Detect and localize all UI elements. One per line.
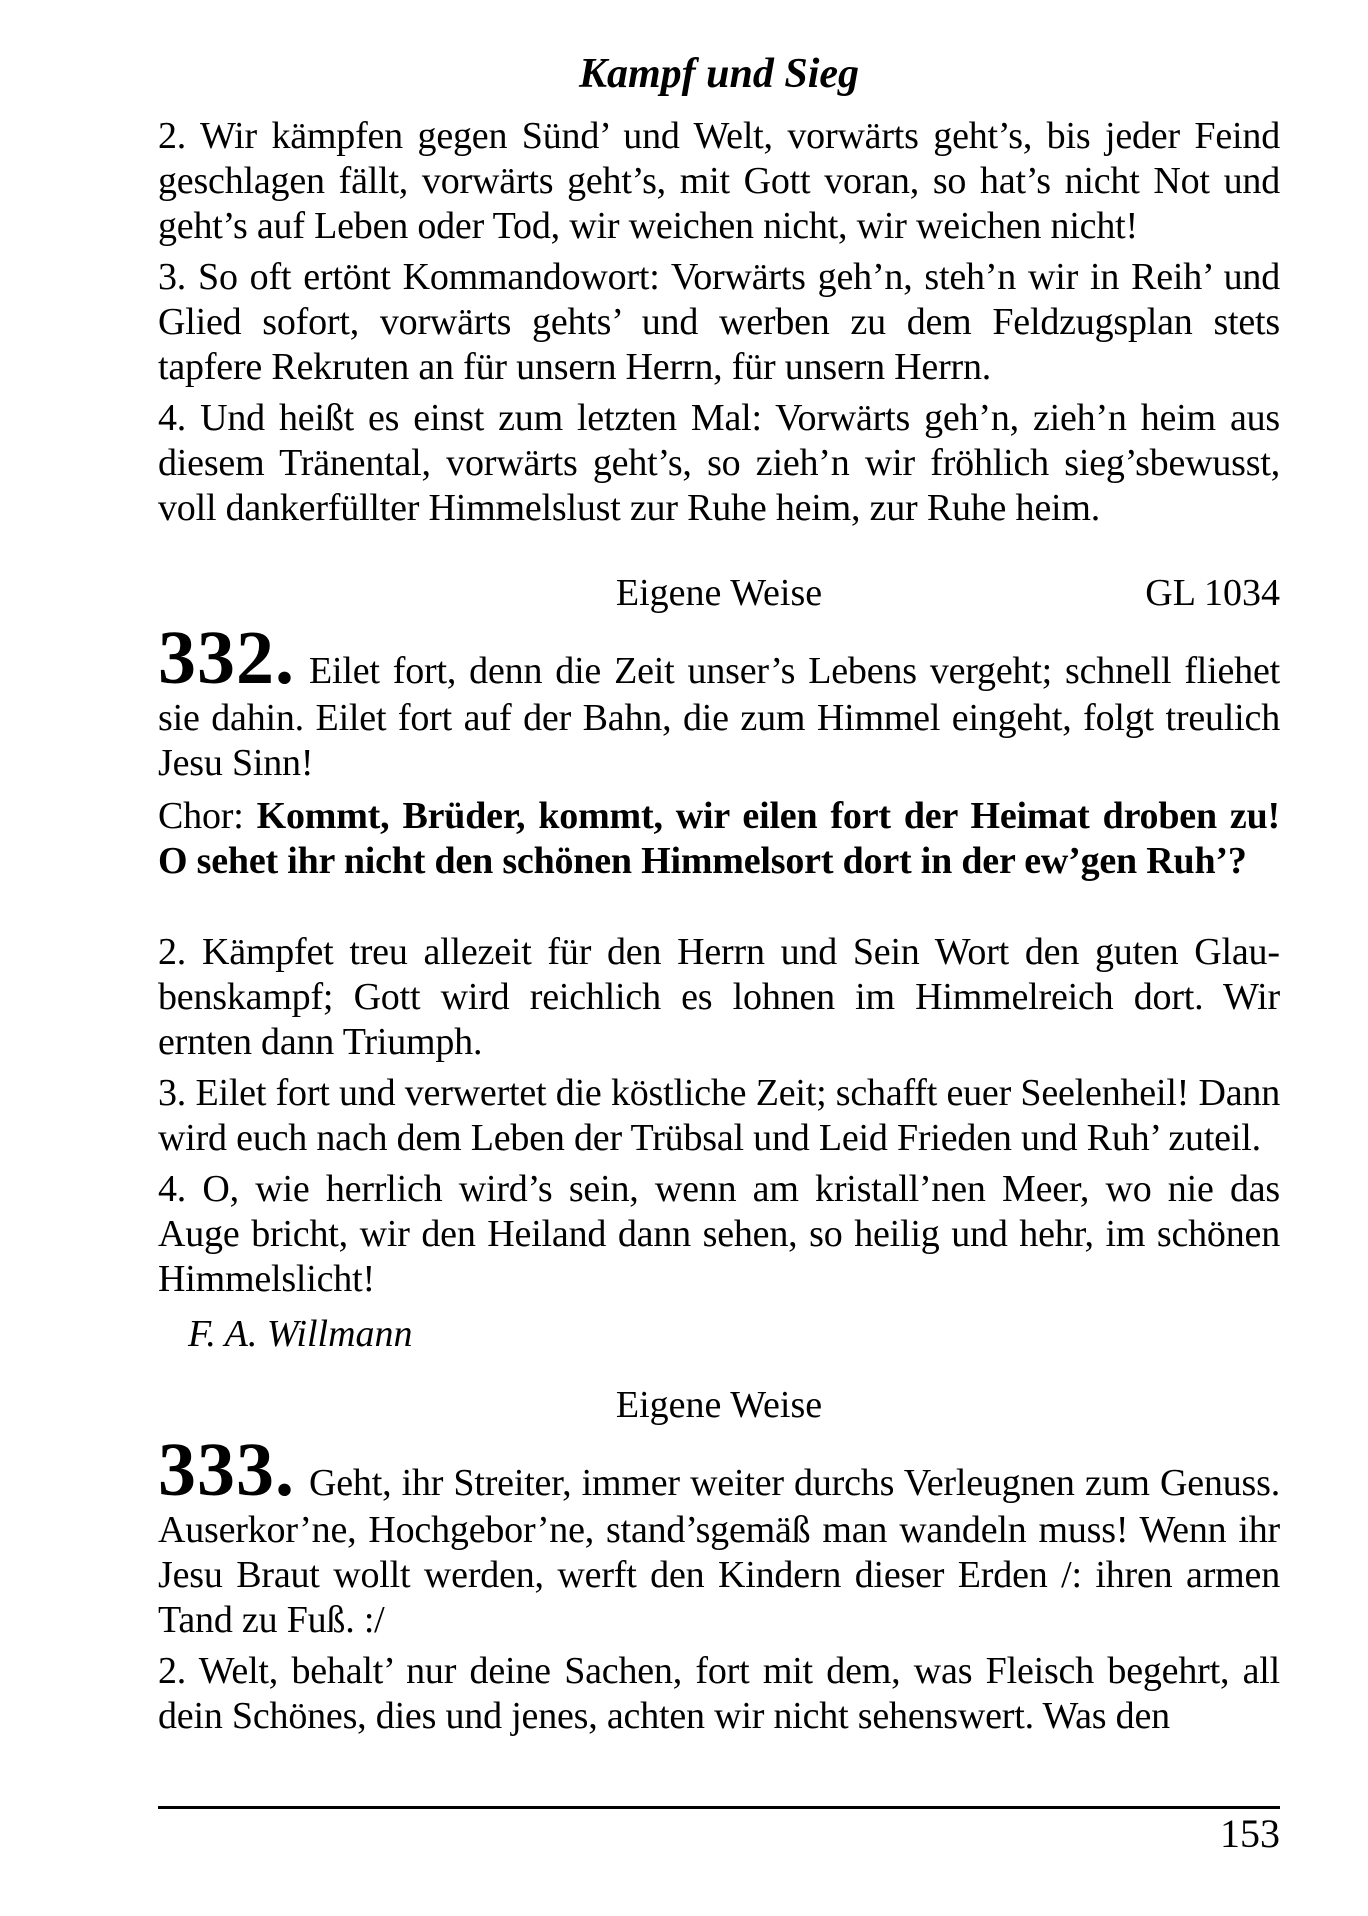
catalog-ref: GL 1034 [1145,572,1280,614]
first-verse-text: Eilet fort, denn die Zeit unser’s Lebens vergeht; schnell fliehet sie dahin. Eilet fort auf der Bahn, die zum Himmel eingeht, folgt treulich Jesu Sinn! [158,650,1280,784]
song-number: 333. [158,1428,295,1512]
page-content [158,0,1280,1739]
song-number: 332. [158,616,295,700]
song-first-verse [158,1428,1280,1643]
chorus-text: Kommt, Brüder, kommt, wir eilen fort der Heimat droben zu! O sehet ihr nicht den schönen Himmelsort dort in der ew’gen Ruh’? [158,795,1280,882]
verse-paragraph: 3. Eilet fort und verwertet die köstliche Zeit; schafft euer Seelenheil! Dann wird euch nach dem Leben der Trübsal und Leid Frieden und Ruh’ zuteil. [158,1072,1280,1159]
section-header: Kampf und Sieg [578,51,860,97]
footer-rule [158,1806,1280,1857]
verse-paragraph: 4. O, wie herrlich wird’s sein, wenn am kristall’nen Meer, wo nie das Auge bricht, wir den Heiland dann sehen, so heilig und hehr, im schönen Himmelslicht! [158,1168,1280,1300]
chorus-paragraph [158,794,1280,884]
tune-name: Eigene Weise [615,572,823,614]
song-first-verse [158,616,1280,786]
verse-paragraph: 3. So oft ertönt Kommandowort: Vorwärts geh’n, steh’n wir in Reih’ und Glied sofort, vorwärts gehts’ und werben zu dem Feldzugsplan stets tapfere Rekruten an für unsern Herrn, für unsern Herrn. [158,256,1280,388]
author-credit: F. A. Willmann [188,1313,413,1355]
verse-paragraph: 2. Kämpfet treu allezeit für den Herrn und Sein Wort den guten Glaubenskampf; Gott wird reichlich es lohnen im Himmelreich dort. Wir ernten dann Triumph. [158,931,1280,1063]
first-verse-text: Geht, ihr Streiter, immer weiter durchs Verleugnen zum Genuss. Auserkor’ne, Hochgebor’ne, stand’sgemäß man wandeln muss! Wenn ihr Jesu Braut wollt werden, werft den Kindern dieser Erden /: ihren armen Tand zu Fuß. :/ [158,1462,1280,1641]
verse-paragraph: 4. Und heißt es einst zum letzten Mal: Vorwärts geh’n, zieh’n heim aus diesem Tränental, vorwärts geht’s, so zieh’n wir fröhlich sieg’sbewusst, voll dankerfüllter Himmelslust zur Ruhe heim, zur Ruhe heim. [158,397,1280,529]
page-number: 153 [1220,1811,1280,1856]
verse-paragraph: 2. Welt, behalt’ nur deine Sachen, fort mit dem, was Fleisch begehrt, all dein Schönes, dies und jenes, achten wir nicht sehenswert. Was den [158,1650,1280,1737]
tune-line [158,1383,1280,1428]
verse-paragraph: 2. Wir kämpfen gegen Sünd’ und Welt, vorwärts geht’s, bis jeder Feind geschlagen fällt, vorwärts geht’s, mit Gott voran, so hat’s nicht Not und geht’s auf Leben oder Tod, wir weichen nicht, wir weichen nicht! [158,115,1280,247]
tune-name: Eigene Weise [615,1384,823,1426]
chorus-label: Chor: [158,795,244,837]
tune-line [158,571,1280,616]
